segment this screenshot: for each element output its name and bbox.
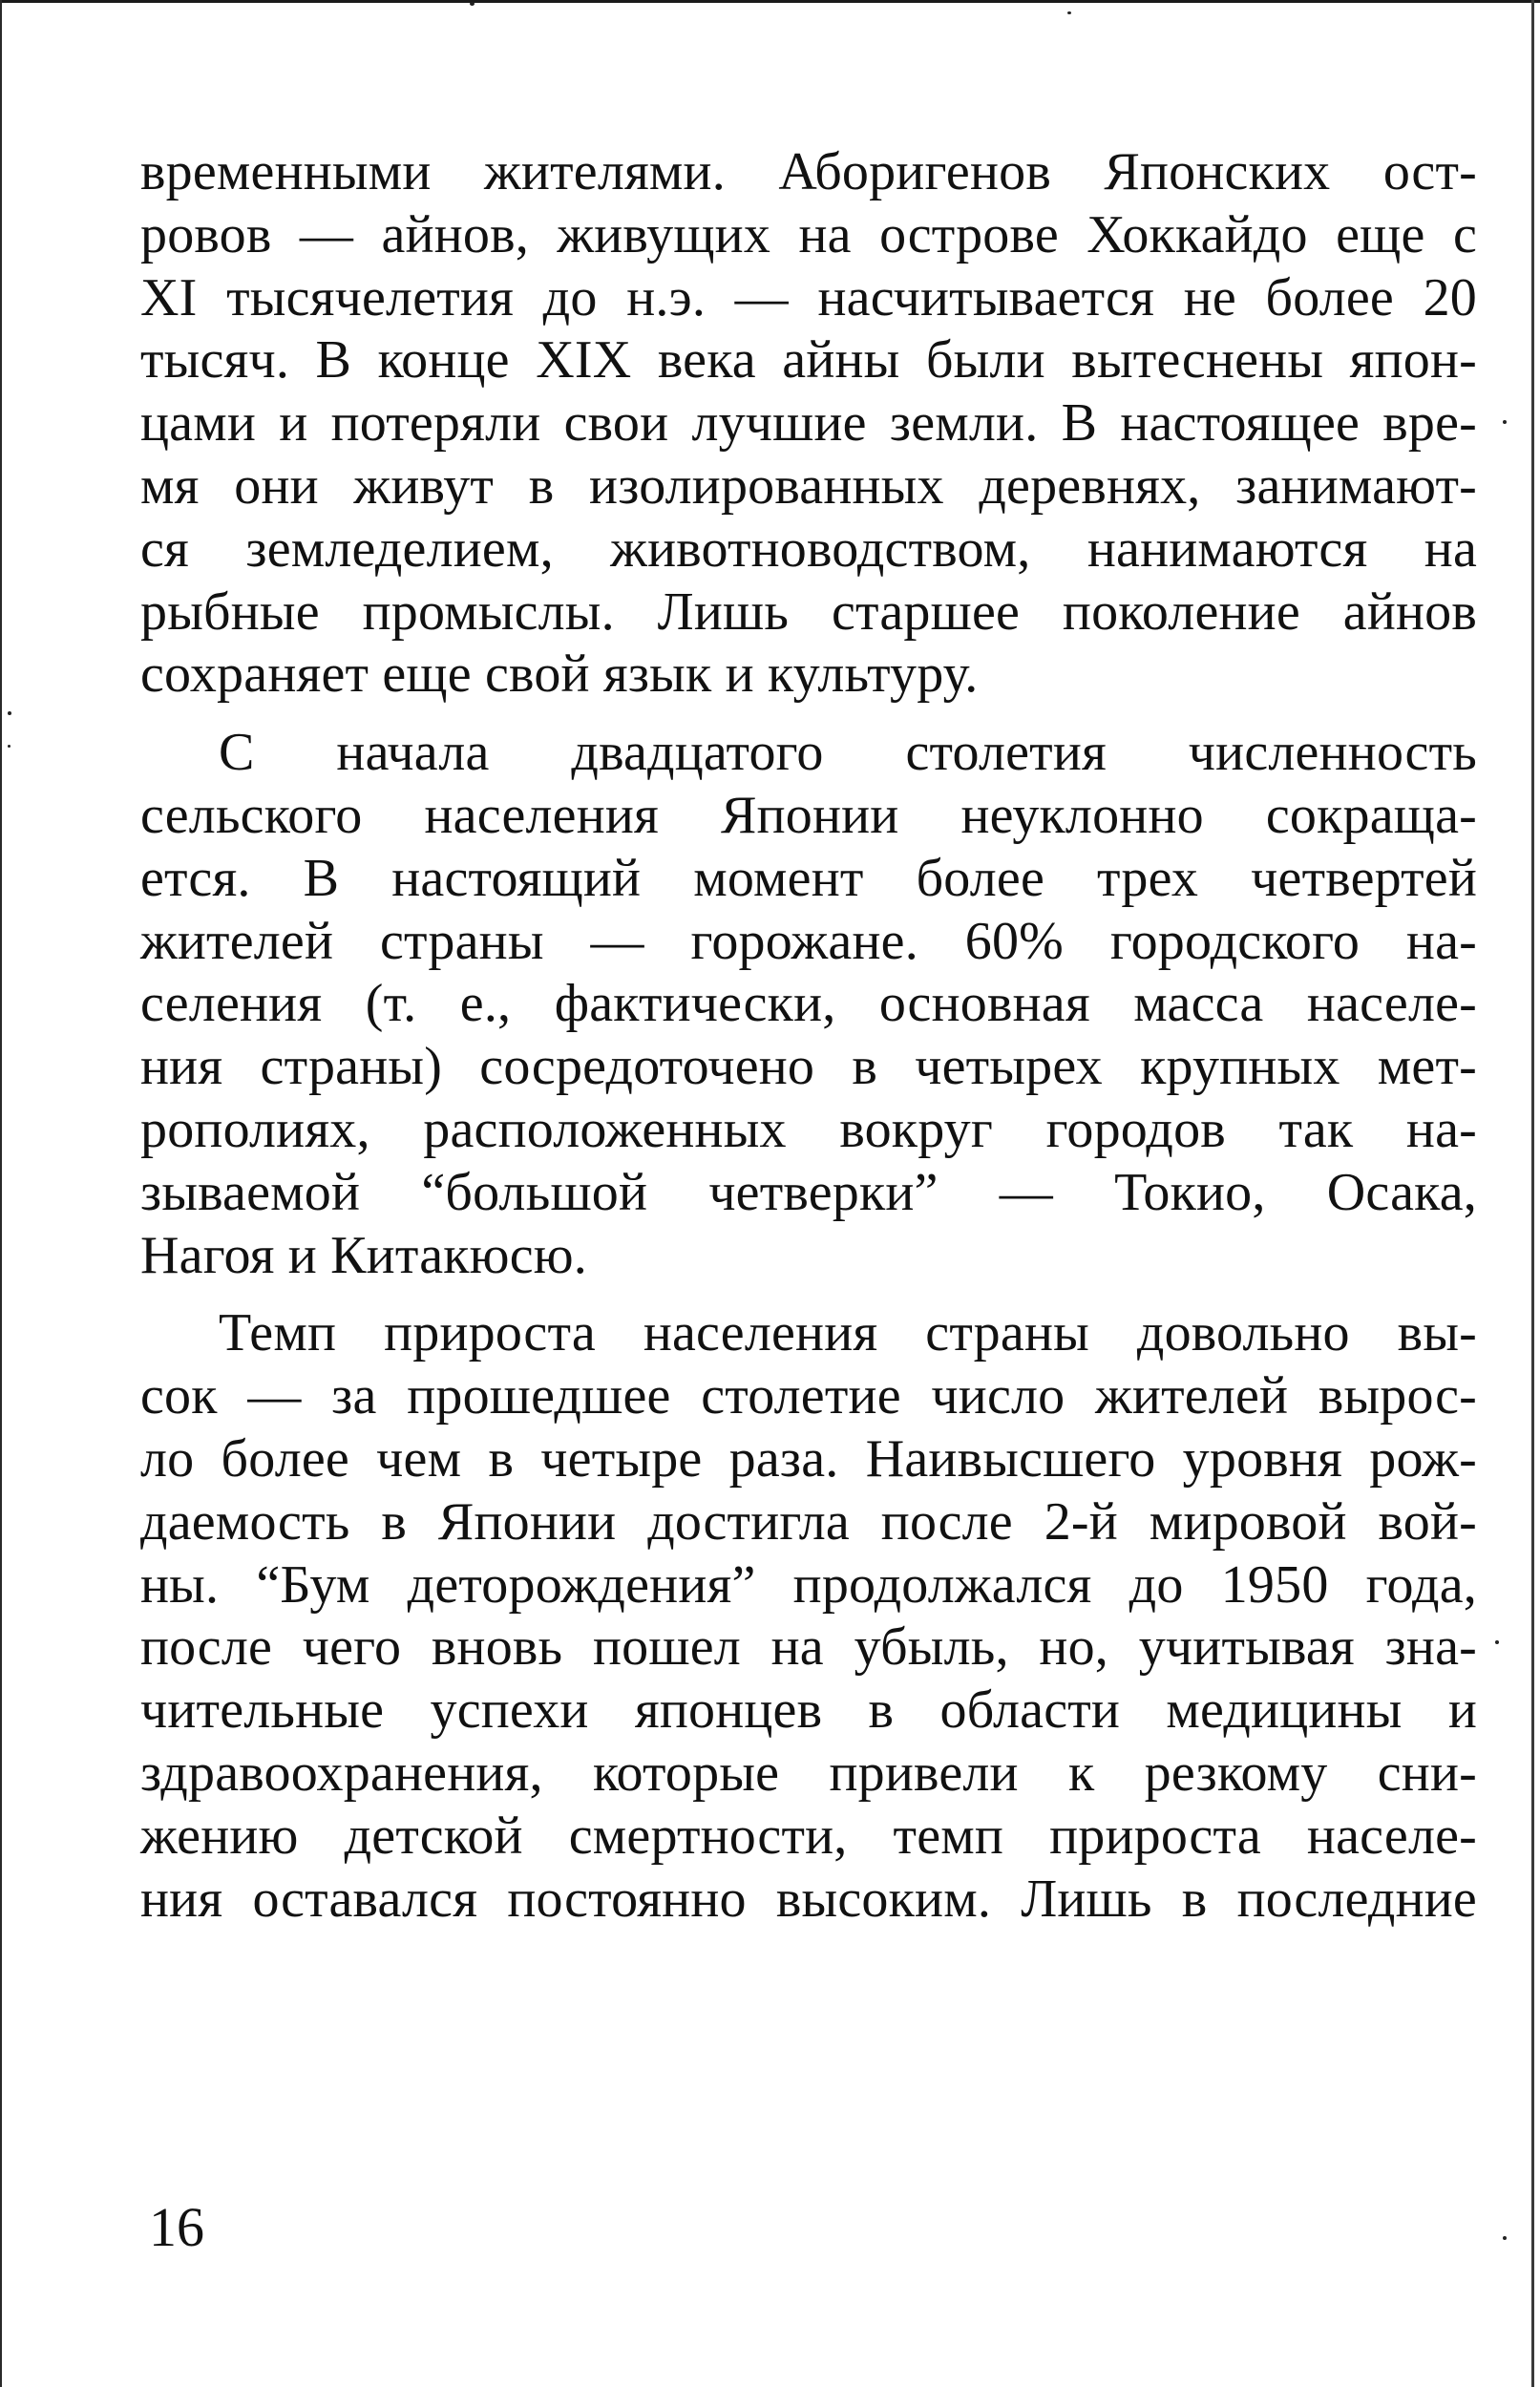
body-text	[140, 141, 1477, 1931]
text-line: ется. В настоящий момент более трех четвертей	[140, 848, 1477, 908]
text-line: сохраняет еще свой язык и культуру.	[140, 644, 979, 705]
text-line: жителей страны — горожане. 60% городского на-	[140, 911, 1477, 971]
text-line: Темп прироста населения страны довольно вы-	[219, 1303, 1477, 1363]
text-line: цами и потеряли свои лучшие земли. В настоящее вре-	[140, 393, 1477, 454]
page-top-edge	[0, 0, 1540, 6]
text-line: чительные успехи японцев в области медицины и	[140, 1680, 1477, 1741]
page-number: 16	[149, 2196, 204, 2258]
text-line: зываемой “большой четверки” — Токио, Осака,	[140, 1162, 1477, 1222]
text-line: временными жителями. Аборигенов Японских ост-	[140, 142, 1477, 201]
text-line: сок — за прошедшее столетие число жителей вырос-	[140, 1366, 1477, 1426]
scan-speck	[8, 745, 11, 748]
text-line: рыбные промыслы. Лишь старшее поколение айнов	[140, 581, 1477, 642]
text-line: после чего вновь пошел на убыль, но, учитывая зна-	[140, 1617, 1477, 1678]
text-line: ло более чем в четыре раза. Наивысшего уровня рож-	[140, 1428, 1477, 1489]
text-line: ния оставался постоянно высоким. Лишь в последние	[140, 1869, 1477, 1929]
paragraph	[140, 1302, 1477, 1931]
scan-speck	[470, 2, 475, 6]
scan-speck	[8, 711, 11, 715]
page-right-edge	[1531, 0, 1534, 2387]
text-line: рополиях, расположенных вокруг городов так на-	[140, 1099, 1477, 1159]
text-line: сельского населения Японии неуклонно сокраща-	[140, 785, 1477, 845]
text-line: жению детской смертности, темп прироста населе-	[140, 1806, 1477, 1866]
scan-speck	[1495, 1640, 1499, 1644]
text-line: селения (т. е., фактически, основная масса населе-	[140, 974, 1477, 1034]
scan-speck	[1503, 420, 1507, 424]
text-line: здравоохранения, которые привели к резкому сни-	[140, 1743, 1477, 1803]
text-line: ся земледелием, животноводством, нанимаются на	[140, 518, 1477, 579]
text-line: ны. “Бум деторождения” продолжался до 1950 года,	[140, 1554, 1477, 1615]
paragraph-gap	[140, 707, 1477, 722]
text-line: XI тысячелетия до н.э. — насчитывается не более 20	[140, 267, 1477, 327]
page-left-edge	[0, 0, 2, 2387]
scan-speck	[1503, 2236, 1507, 2240]
text-line: мя они живут в изолированных деревнях, занимают-	[140, 455, 1477, 516]
scan-speck	[1067, 11, 1071, 14]
text-line: тысяч. В конце XIX века айны были вытеснены япон-	[140, 330, 1477, 391]
text-line: ровов — айнов, живущих на острове Хоккайдо еще с	[140, 204, 1477, 264]
text-line: Нагоя и Китакюсю.	[140, 1225, 587, 1285]
paragraph-gap	[140, 1287, 1477, 1302]
text-line: даемость в Японии достигла после 2-й мировой вой-	[140, 1491, 1477, 1552]
text-line: ния страны) сосредоточено в четырех крупных мет-	[140, 1037, 1477, 1097]
paragraph	[140, 141, 1477, 707]
text-line: С начала двадцатого столетия численность	[219, 723, 1477, 783]
paragraph	[140, 722, 1477, 1287]
